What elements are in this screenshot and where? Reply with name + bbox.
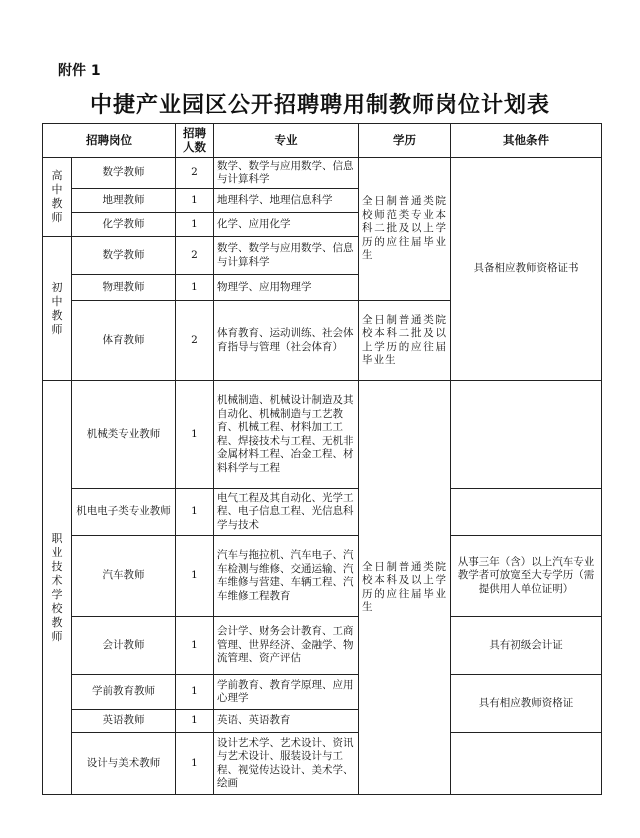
major-cell: 数学、数学与应用数学、信息与计算科学 xyxy=(214,237,359,275)
other-cell: 具有初级会计证 xyxy=(451,617,602,675)
major-cell: 机械制造、机械设计制造及其自动化、机械制造与工艺教育、机械工程、材料加工工程、焊接技术与工程、无机非金属材料工程、冶金工程、材料科学与工程 xyxy=(214,381,359,489)
major-cell: 数学、数学与应用数学、信息与计算科学 xyxy=(214,158,359,189)
other-cell: 具备相应教师资格证书 xyxy=(451,158,602,381)
count-cell: 1 xyxy=(176,489,214,536)
other-cell xyxy=(451,381,602,489)
major-cell: 电气工程及其自动化、光学工程、电子信息工程、光信息科学与技术 xyxy=(214,489,359,536)
recruitment-table xyxy=(42,123,602,795)
count-cell: 2 xyxy=(176,301,214,381)
count-cell: 1 xyxy=(176,536,214,617)
position-cell: 数学教师 xyxy=(72,237,176,275)
attachment-label: 附件 1 xyxy=(58,63,101,79)
major-cell: 汽车与拖拉机、汽车电子、汽车检测与维修、交通运输、汽车维修与营建、车辆工程、汽车维修工程教育 xyxy=(214,536,359,617)
major-cell: 学前教育、教育学原理、应用心理学 xyxy=(214,675,359,710)
other-cell xyxy=(451,733,602,795)
education-cell: 全日制普通类院校师范类专业本科二批及以上学历的应往届毕业生 xyxy=(359,158,451,301)
major-cell: 英语、英语教育 xyxy=(214,710,359,733)
major-cell: 会计学、财务会计教育、工商管理、世界经济、金融学、物流管理、资产评估 xyxy=(214,617,359,675)
category-senior-high: 高中教师 xyxy=(43,158,72,237)
table-row xyxy=(43,489,602,536)
count-cell: 1 xyxy=(176,675,214,710)
table-row xyxy=(43,381,602,489)
count-cell: 1 xyxy=(176,213,214,237)
education-cell: 全日制普通类院校本科二批及以上学历的应往届毕业生 xyxy=(359,301,451,381)
header-education: 学历 xyxy=(359,124,451,158)
major-cell: 体育教育、运动训练、社会体育指导与管理（社会体育） xyxy=(214,301,359,381)
page-title: 中捷产业园区公开招聘聘用制教师岗位计划表 xyxy=(89,93,550,118)
position-cell: 机电电子类专业教师 xyxy=(72,489,176,536)
other-cell xyxy=(451,489,602,536)
position-cell: 汽车教师 xyxy=(72,536,176,617)
header-other: 其他条件 xyxy=(451,124,602,158)
table-row xyxy=(43,158,602,189)
count-cell: 1 xyxy=(176,733,214,795)
header-row xyxy=(43,124,602,158)
header-count: 招聘人数 xyxy=(176,124,214,158)
position-cell: 体育教师 xyxy=(72,301,176,381)
header-major: 专业 xyxy=(214,124,359,158)
count-cell: 1 xyxy=(176,189,214,213)
position-cell: 数学教师 xyxy=(72,158,176,189)
major-cell: 物理学、应用物理学 xyxy=(214,275,359,301)
table-row xyxy=(43,675,602,710)
position-cell: 学前教育教师 xyxy=(72,675,176,710)
header-position: 招聘岗位 xyxy=(43,124,176,158)
position-cell: 化学教师 xyxy=(72,213,176,237)
position-cell: 物理教师 xyxy=(72,275,176,301)
category-junior-high: 初中教师 xyxy=(43,237,72,381)
position-cell: 会计教师 xyxy=(72,617,176,675)
count-cell: 1 xyxy=(176,381,214,489)
count-cell: 1 xyxy=(176,617,214,675)
table-row xyxy=(43,536,602,617)
position-cell: 机械类专业教师 xyxy=(72,381,176,489)
major-cell: 设计艺术学、艺术设计、资讯与艺术设计、服装设计与工程、视觉传达设计、美术学、绘画 xyxy=(214,733,359,795)
position-cell: 设计与美术教师 xyxy=(72,733,176,795)
position-cell: 地理教师 xyxy=(72,189,176,213)
count-cell: 1 xyxy=(176,275,214,301)
other-cell: 从事三年（含）以上汽车专业教学者可放宽至大专学历（需提供用人单位证明） xyxy=(451,536,602,617)
category-vocational: 职业技术学校教师 xyxy=(43,381,72,795)
count-cell: 1 xyxy=(176,710,214,733)
other-cell: 具有相应教师资格证 xyxy=(451,675,602,733)
table-row xyxy=(43,733,602,795)
education-cell: 全日制普通类院校本科及以上学历的应往届毕业生 xyxy=(359,381,451,795)
table-row xyxy=(43,617,602,675)
count-cell: 2 xyxy=(176,158,214,189)
position-cell: 英语教师 xyxy=(72,710,176,733)
major-cell: 化学、应用化学 xyxy=(214,213,359,237)
major-cell: 地理科学、地理信息科学 xyxy=(214,189,359,213)
count-cell: 2 xyxy=(176,237,214,275)
